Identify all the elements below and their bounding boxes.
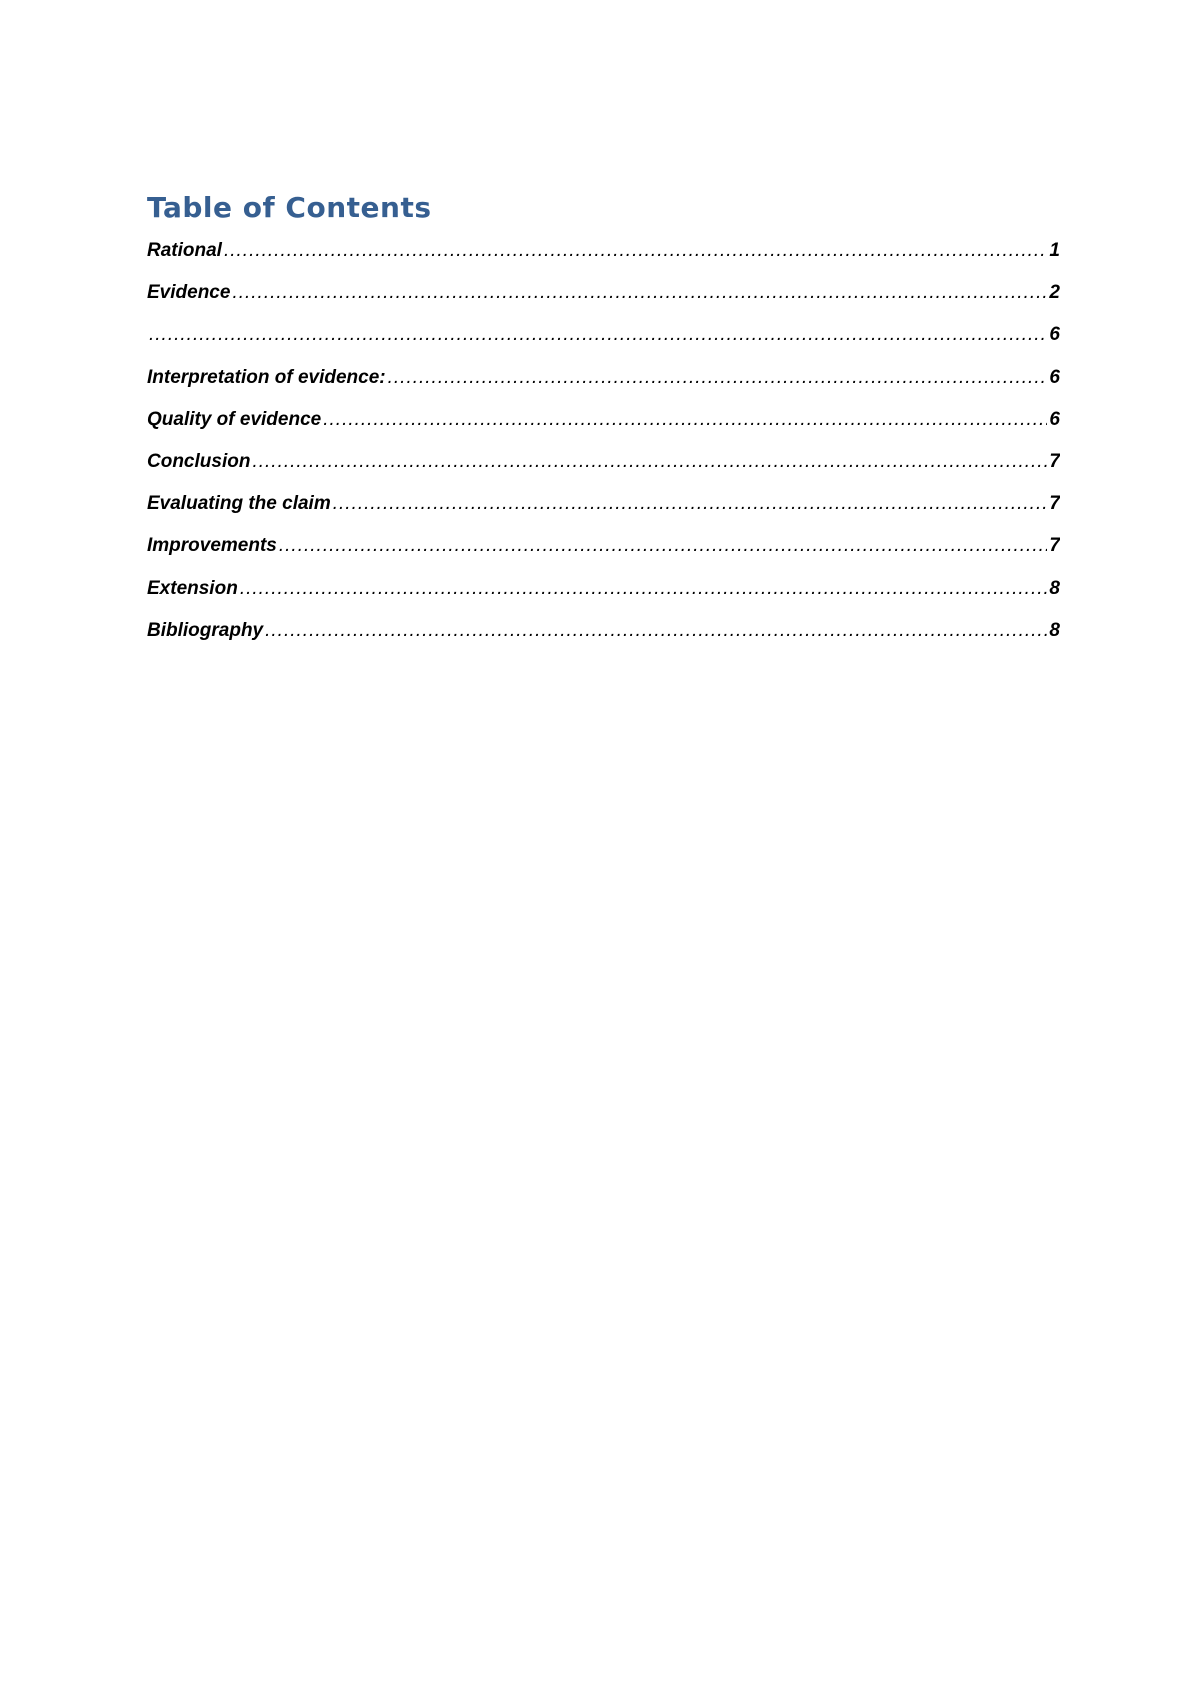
toc-entry-extension[interactable] (147, 578, 1060, 620)
toc-dot-leader (252, 451, 1047, 473)
toc-entry-label: Interpretation of evidence: (147, 366, 386, 388)
toc-entry-bibliography[interactable] (147, 620, 1060, 662)
toc-entry-improvements[interactable] (147, 535, 1060, 577)
toc-entry-page: 7 (1049, 535, 1060, 557)
toc-entry-page: 6 (1049, 324, 1060, 346)
toc-entry-label: Extension (147, 577, 238, 599)
toc-entry-page: 8 (1049, 619, 1060, 641)
toc-entry-label: Bibliography (147, 619, 264, 641)
toc-entry-page: 7 (1049, 450, 1060, 472)
toc-entry-label: Conclusion (147, 450, 251, 472)
toc-dot-leader (240, 578, 1048, 600)
toc-entry-page: 6 (1049, 408, 1060, 430)
toc-title: Table of Contents (147, 191, 432, 224)
toc-entry-interpretation-of-evidence[interactable] (147, 367, 1060, 409)
toc-entry-rational[interactable] (147, 240, 1060, 282)
toc-entry-page: 2 (1049, 282, 1060, 304)
toc-entry-label: Evidence (147, 282, 231, 304)
toc-dot-leader (388, 367, 1048, 389)
toc-entry-page: 1 (1049, 240, 1060, 261)
toc-entry-conclusion[interactable] (147, 451, 1060, 493)
toc-entry-page: 7 (1049, 493, 1060, 515)
toc-dot-leader (224, 240, 1047, 262)
toc-dot-leader (265, 620, 1047, 642)
toc-entry-quality-of-evidence[interactable] (147, 409, 1060, 451)
toc-entry-page: 8 (1049, 577, 1060, 599)
toc-entry-label: Improvements (147, 535, 277, 557)
toc-dot-leader (323, 409, 1047, 431)
toc-entry-label: Quality of evidence (147, 408, 322, 430)
toc-dot-leader (232, 282, 1047, 304)
toc-entry-label: Evaluating the claim (147, 493, 331, 515)
toc-entry-page: 6 (1049, 366, 1060, 388)
toc-entry-untitled[interactable] (147, 324, 1060, 366)
toc-entry-label: Rational (147, 240, 222, 261)
toc-dot-leader (333, 493, 1048, 515)
toc-dot-leader (279, 535, 1048, 557)
toc-dot-leader (149, 324, 1047, 346)
toc-list (147, 240, 1060, 662)
toc-entry-evidence[interactable] (147, 282, 1060, 324)
table-of-contents (147, 190, 1060, 662)
toc-entry-evaluating-the-claim[interactable] (147, 493, 1060, 535)
